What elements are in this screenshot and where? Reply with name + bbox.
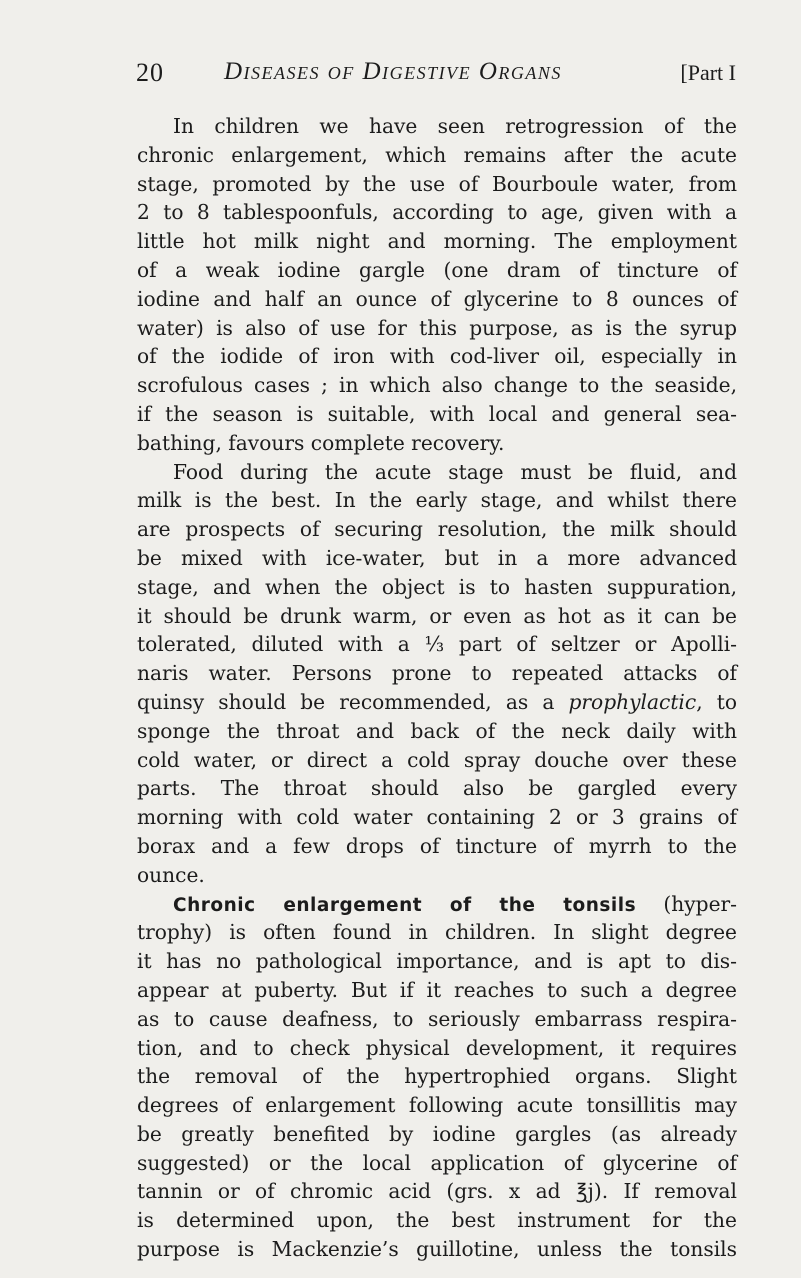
text-run: , to	[696, 689, 737, 714]
text-line: borax and a few drops of tincture of myrrh to the	[137, 833, 737, 858]
text-line: milk is the best. In the early stage, and whilst there	[137, 488, 737, 513]
text-line: stage, promoted by the use of Bourboule water, from	[137, 171, 737, 196]
text-line: little hot milk night and morning. The employment	[137, 229, 737, 254]
text-line: the removal of the hypertrophied organs. Slight	[137, 1064, 737, 1089]
text-line: it should be drunk warm, or even as hot as it can be	[137, 603, 737, 628]
text-line: it has no pathological importance, and is apt to dis-	[137, 949, 737, 974]
text-line: stage, and when the object is to hasten suppuration,	[137, 574, 737, 599]
text-line: sponge the throat and back of the neck daily with	[137, 718, 737, 743]
text-line: parts. The throat should also be gargled every	[137, 776, 737, 801]
part-label: [Part I	[680, 60, 736, 85]
text-line: cold water, or direct a cold spray douche over these	[137, 747, 737, 772]
running-head	[136, 58, 736, 98]
text-line	[137, 890, 737, 919]
text-line: Food during the acute stage must be fluid, and	[173, 459, 737, 484]
section-heading: Chronic enlargement of the tonsils	[173, 894, 637, 916]
text-line: appear at puberty. But if it reaches to such a degree	[137, 977, 737, 1002]
text-line: if the season is suitable, with local and general sea-	[137, 401, 737, 426]
text-line: iodine and half an ounce of glycerine to 8 ounces of	[137, 286, 737, 311]
running-title: Diseases of Digestive Organs	[224, 58, 562, 85]
text-line: purpose is Mackenzie’s guillotine, unless the tonsils	[137, 1237, 737, 1262]
text-line: ounce.	[137, 862, 205, 887]
text-line: tannin or of chromic acid (grs. x ad ℥j). If removal	[137, 1179, 737, 1204]
text-line: be greatly benefited by iodine gargles (as already	[137, 1121, 737, 1146]
text-run: (hyper-	[636, 891, 737, 916]
text-line: trophy) is often found in children. In slight degree	[137, 920, 737, 945]
italic-term: prophylactic	[568, 689, 697, 714]
text-line: In children we have seen retrogression of the	[173, 114, 737, 138]
body-text	[137, 112, 737, 1264]
text-line: water) is also of use for this purpose, as is the syrup	[137, 315, 737, 340]
text-line: tion, and to check physical development, it requires	[137, 1035, 737, 1060]
text-line: 2 to 8 tablespoonfuls, according to age, given with a	[137, 200, 737, 225]
text-line: suggested) or the local application of glycerine of	[137, 1150, 737, 1175]
text-run: quinsy should be recommended, as a	[137, 689, 569, 714]
text-line: scrofulous cases ; in which also change to the seaside,	[137, 373, 737, 398]
text-line: bathing, favours complete recovery.	[137, 430, 505, 455]
text-line: degrees of enlargement following acute tonsillitis may	[137, 1093, 737, 1118]
text-line: of a weak iodine gargle (one dram of tincture of	[137, 257, 737, 282]
text-line: as to cause deafness, to seriously embarrass respira-	[137, 1006, 737, 1031]
text-line: naris water. Persons prone to repeated attacks of	[137, 661, 737, 686]
text-line: tolerated, diluted with a ⅓ part of seltzer or Apolli-	[137, 632, 737, 657]
text-line	[137, 688, 737, 717]
page-number: 20	[136, 58, 164, 87]
text-line: is determined upon, the best instrument for the	[137, 1208, 737, 1233]
text-line: are prospects of securing resolution, the milk should	[137, 517, 737, 542]
text-line: be mixed with ice-water, but in a more advanced	[137, 545, 737, 570]
text-line: chronic enlargement, which remains after the acute	[137, 142, 737, 167]
text-line: morning with cold water containing 2 or 3 grains of	[137, 805, 737, 830]
text-line: of the iodide of iron with cod-liver oil, especially in	[137, 344, 737, 369]
